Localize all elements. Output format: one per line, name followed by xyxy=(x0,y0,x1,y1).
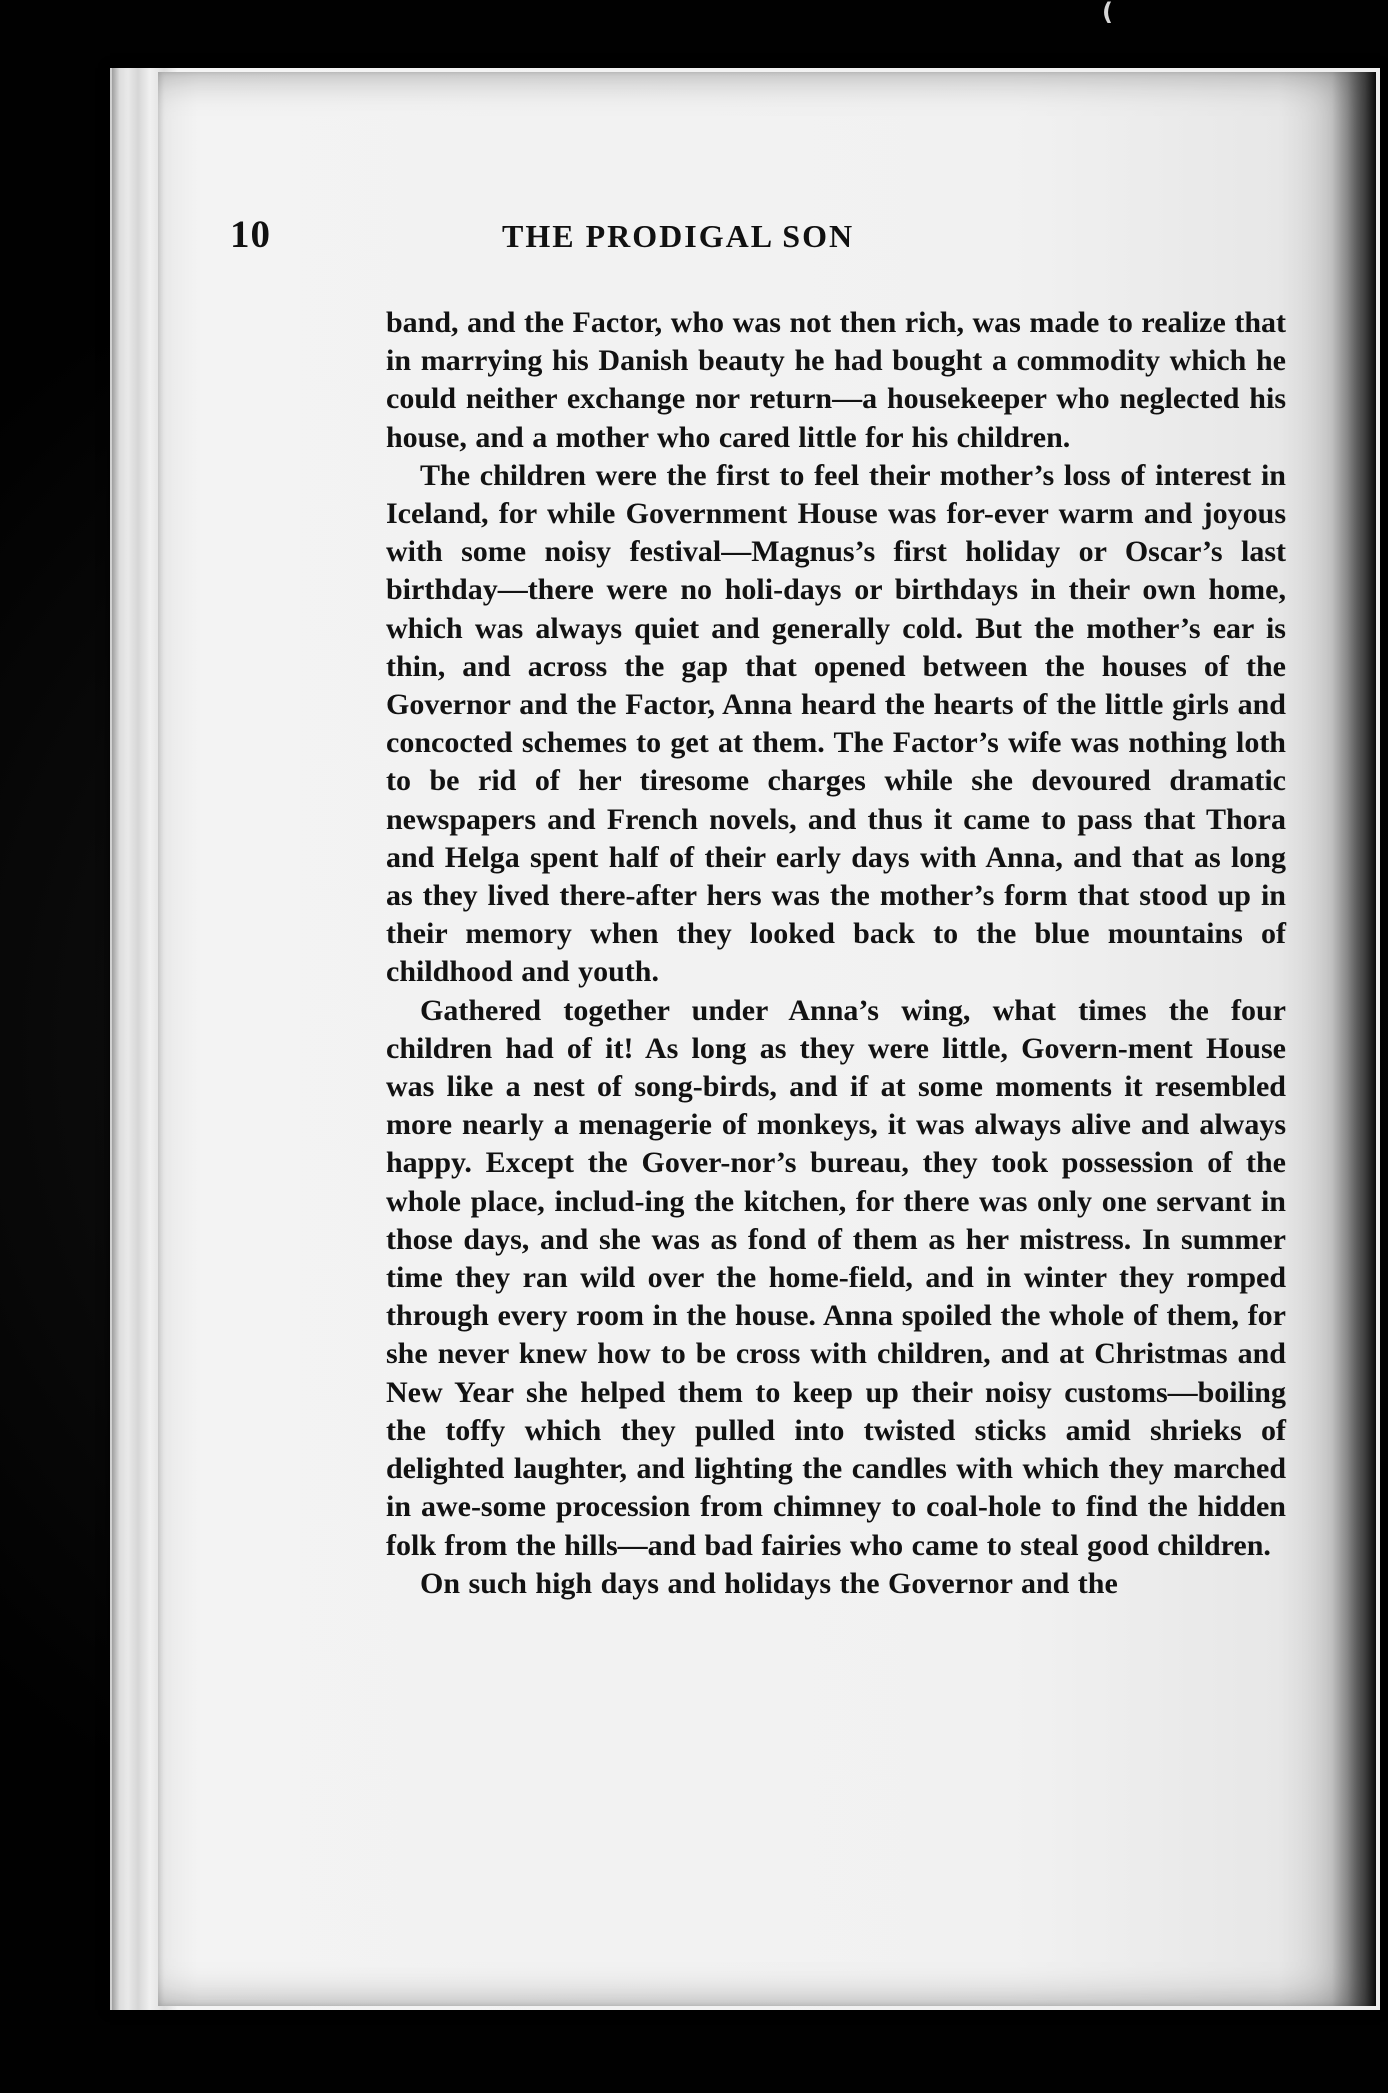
paragraph-anna-wing: Gathered together under Anna’s wing, what times the four children had of it! As long as they were little, Govern-ment House was like a nest of song-birds, and if at some moments it resembled more nearly a menagerie of monkeys, it was always alive and always happy. Except the Gover-nor’s bureau, they took possession of the whole place, includ-ing the kitchen, for there was only one servant in those days, and she was as fond of them as her mistress. In summer time they ran wild over the home-field, and in winter they romped through every room in the house. Anna spoiled the whole of them, for she never knew how to be cross with children, and at Christmas and New Year she helped them to keep up their noisy customs—boiling the toffy which they pulled into twisted sticks amid shrieks of delighted laughter, and lighting the candles with which they marched in awe-some procession from chimney to coal-hole to find the hidden folk from the hills—and bad fairies who came to steal good children. xyxy=(386,993,1286,1562)
binding-shadow xyxy=(1332,72,1376,2006)
top-bracket-mark: ( xyxy=(1102,0,1113,26)
page-text xyxy=(386,304,1286,1603)
paragraph-children-mother: The children were the first to feel their mother’s loss of interest in Iceland, for while Government House was for-ever warm and joyous with some noisy festival—Magnus’s first holiday or Oscar’s last birthday—there were no holi-days or birthdays in their own home, which was always quiet and generally cold. But the mother’s ear is thin, and across the gap that opened between the houses of the Governor and the Factor, Anna heard the hearts of the little girls and concocted schemes to get at them. The Factor’s wife was nothing loth to be rid of her tiresome charges while she devoured dramatic newspapers and French novels, and thus it came to pass that Thora and Helga spent half of their early days with Anna, and that as long as they lived there-after hers was the mother’s form that stood up in their memory when they looked back to the blue mountains of childhood and youth. xyxy=(386,458,1286,989)
left-page-edge xyxy=(112,68,120,2010)
page-header xyxy=(230,212,1230,272)
running-head: THE PRODIGAL SON xyxy=(502,218,855,254)
paragraph-high-days: On such high days and holidays the Governor and the xyxy=(420,1566,1118,1600)
paragraph-continued: band, and the Factor, who was not then rich, was made to realize that in marrying his Danish beauty he had bought a commodity which he could neither exchange nor return—a housekeeper who neglected his house, and a mother who cared little for his children. xyxy=(386,306,1286,454)
page-number: 10 xyxy=(230,213,271,256)
